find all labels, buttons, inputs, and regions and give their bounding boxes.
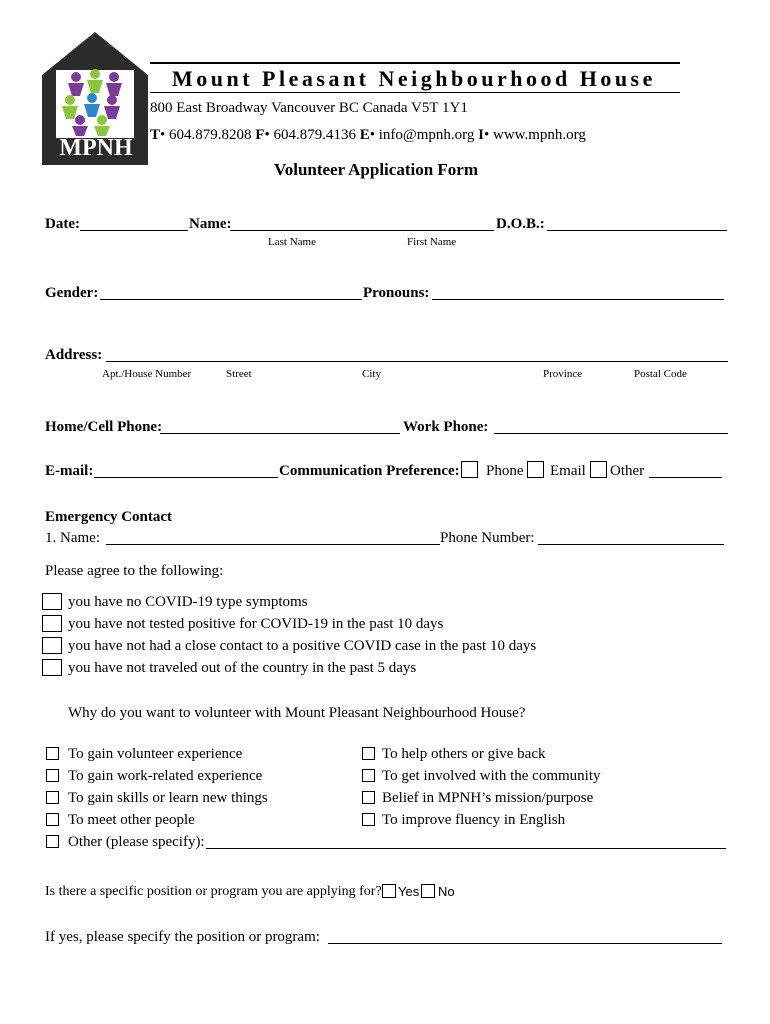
fax-number: 604.879.4136 [273,127,356,143]
tel-label: T [150,127,161,143]
emergency-phone-label: Phone Number: [440,530,535,546]
reason-right-checkbox-2[interactable] [362,769,375,782]
agree-item-4: you have not traveled out of the country in the past 5 days [68,660,417,676]
bullet-icon: • [160,127,166,143]
address-hint-street: Street [226,368,252,380]
header-top-rule [150,62,680,64]
org-contact-line [150,126,586,144]
pronouns-field[interactable] [432,299,724,300]
org-name-underline [150,92,680,93]
position-question: Is there a specific position or program you are applying for? [45,884,382,899]
reason-right-3: Belief in MPNH’s mission/purpose [382,790,594,806]
address-hint-postal: Postal Code [634,368,687,380]
reason-other-field[interactable] [206,848,726,849]
position-yes-checkbox[interactable] [382,884,396,898]
reason-right-1: To help others or give back [382,746,546,762]
reason-left-4: To meet other people [68,812,195,828]
logo-text: MPNH [59,135,133,161]
reason-right-4: To improve fluency in English [382,812,566,828]
email-label: E-mail: [45,463,94,479]
fax-label: F [255,127,265,143]
form-title: Volunteer Application Form [274,160,479,179]
position-yes-label: Yes [398,884,420,899]
comm-other-label: Other [610,463,645,479]
reason-left-checkbox-2[interactable] [46,769,59,782]
reason-left-checkbox-1[interactable] [46,747,59,760]
gender-label: Gender: [45,285,99,301]
comm-email-checkbox[interactable] [527,461,544,478]
address-label: Address: [45,347,103,363]
reason-left-checkbox-4[interactable] [46,813,59,826]
reason-right-checkbox-1[interactable] [362,747,375,760]
comm-pref-label: Communication Preference: [279,463,460,479]
org-email-link[interactable]: info@mpnh.org [378,127,475,143]
email-field[interactable] [94,477,278,478]
emergency-heading: Emergency Contact [45,509,173,525]
reason-left-1: To gain volunteer experience [68,746,243,762]
date-field[interactable] [80,230,188,231]
agree-heading: Please agree to the following: [45,563,224,579]
agree-checkbox-2[interactable] [42,615,62,632]
position-no-checkbox[interactable] [421,884,435,898]
reason-right-checkbox-4[interactable] [362,813,375,826]
mpnh-logo [40,30,150,170]
comm-other-checkbox[interactable] [590,461,607,478]
address-hint-city: City [362,368,381,380]
emergency-phone-field[interactable] [538,544,724,545]
reason-left-3: To gain skills or learn new things [68,790,268,806]
date-label: Date: [45,216,80,232]
reason-other-checkbox[interactable] [46,835,59,848]
comm-phone-checkbox[interactable] [461,461,478,478]
comm-other-field[interactable] [649,477,722,478]
tel-number: 604.879.8208 [169,127,252,143]
reasons-question: Why do you want to volunteer with Mount Pleasant Neighbourhood House? [68,705,526,721]
org-address: 800 East Broadway Vancouver BC Canada V5T 1Y1 [150,100,468,116]
agree-item-1: you have no COVID-19 type symptoms [68,594,308,610]
agree-checkbox-3[interactable] [42,637,62,654]
address-field[interactable] [106,361,728,362]
emergency-name-label: 1. Name: [45,530,100,546]
home-phone-label: Home/Cell Phone: [45,419,163,435]
emergency-name-field[interactable] [106,544,440,545]
address-hint-apt: Apt./House Number [102,368,192,380]
agree-item-2: you have not tested positive for COVID-19 in the past 10 days [68,616,444,632]
reason-right-checkbox-3[interactable] [362,791,375,804]
email-label-contact: E [359,127,370,143]
position-specify-label: If yes, please specify the position or program: [45,929,320,945]
name-field[interactable] [230,230,494,231]
bullet-icon: • [483,127,490,143]
dob-label: D.O.B.: [496,216,545,232]
agree-checkbox-4[interactable] [42,659,62,676]
bullet-icon: • [369,127,375,143]
reason-left-2: To gain work-related experience [68,768,263,784]
position-no-label: No [438,884,455,899]
org-name: Mount Pleasant Neighbourhood House [172,66,656,91]
reason-left-checkbox-3[interactable] [46,791,59,804]
work-phone-field[interactable] [494,433,728,434]
agree-item-3: you have not had a close contact to a positive COVID case in the past 10 days [68,638,537,654]
bullet-icon: • [264,127,270,143]
comm-phone-label: Phone [486,463,524,479]
org-website-link[interactable]: www.mpnh.org [492,127,586,143]
dob-field[interactable] [547,230,727,231]
reason-other-label: Other (please specify): [68,834,205,850]
pronouns-label: Pronouns: [363,285,430,301]
last-name-hint: Last Name [268,236,316,248]
gender-field[interactable] [100,299,362,300]
work-phone-label: Work Phone: [403,419,489,435]
first-name-hint: First Name [407,236,457,248]
name-label: Name: [189,216,232,232]
agree-checkbox-1[interactable] [42,593,62,610]
home-phone-field[interactable] [160,433,400,434]
comm-email-label: Email [550,463,586,479]
address-hint-province: Province [543,368,583,380]
web-label: I [478,127,484,143]
reason-right-2: To get involved with the community [382,768,601,784]
position-specify-field[interactable] [328,943,722,944]
